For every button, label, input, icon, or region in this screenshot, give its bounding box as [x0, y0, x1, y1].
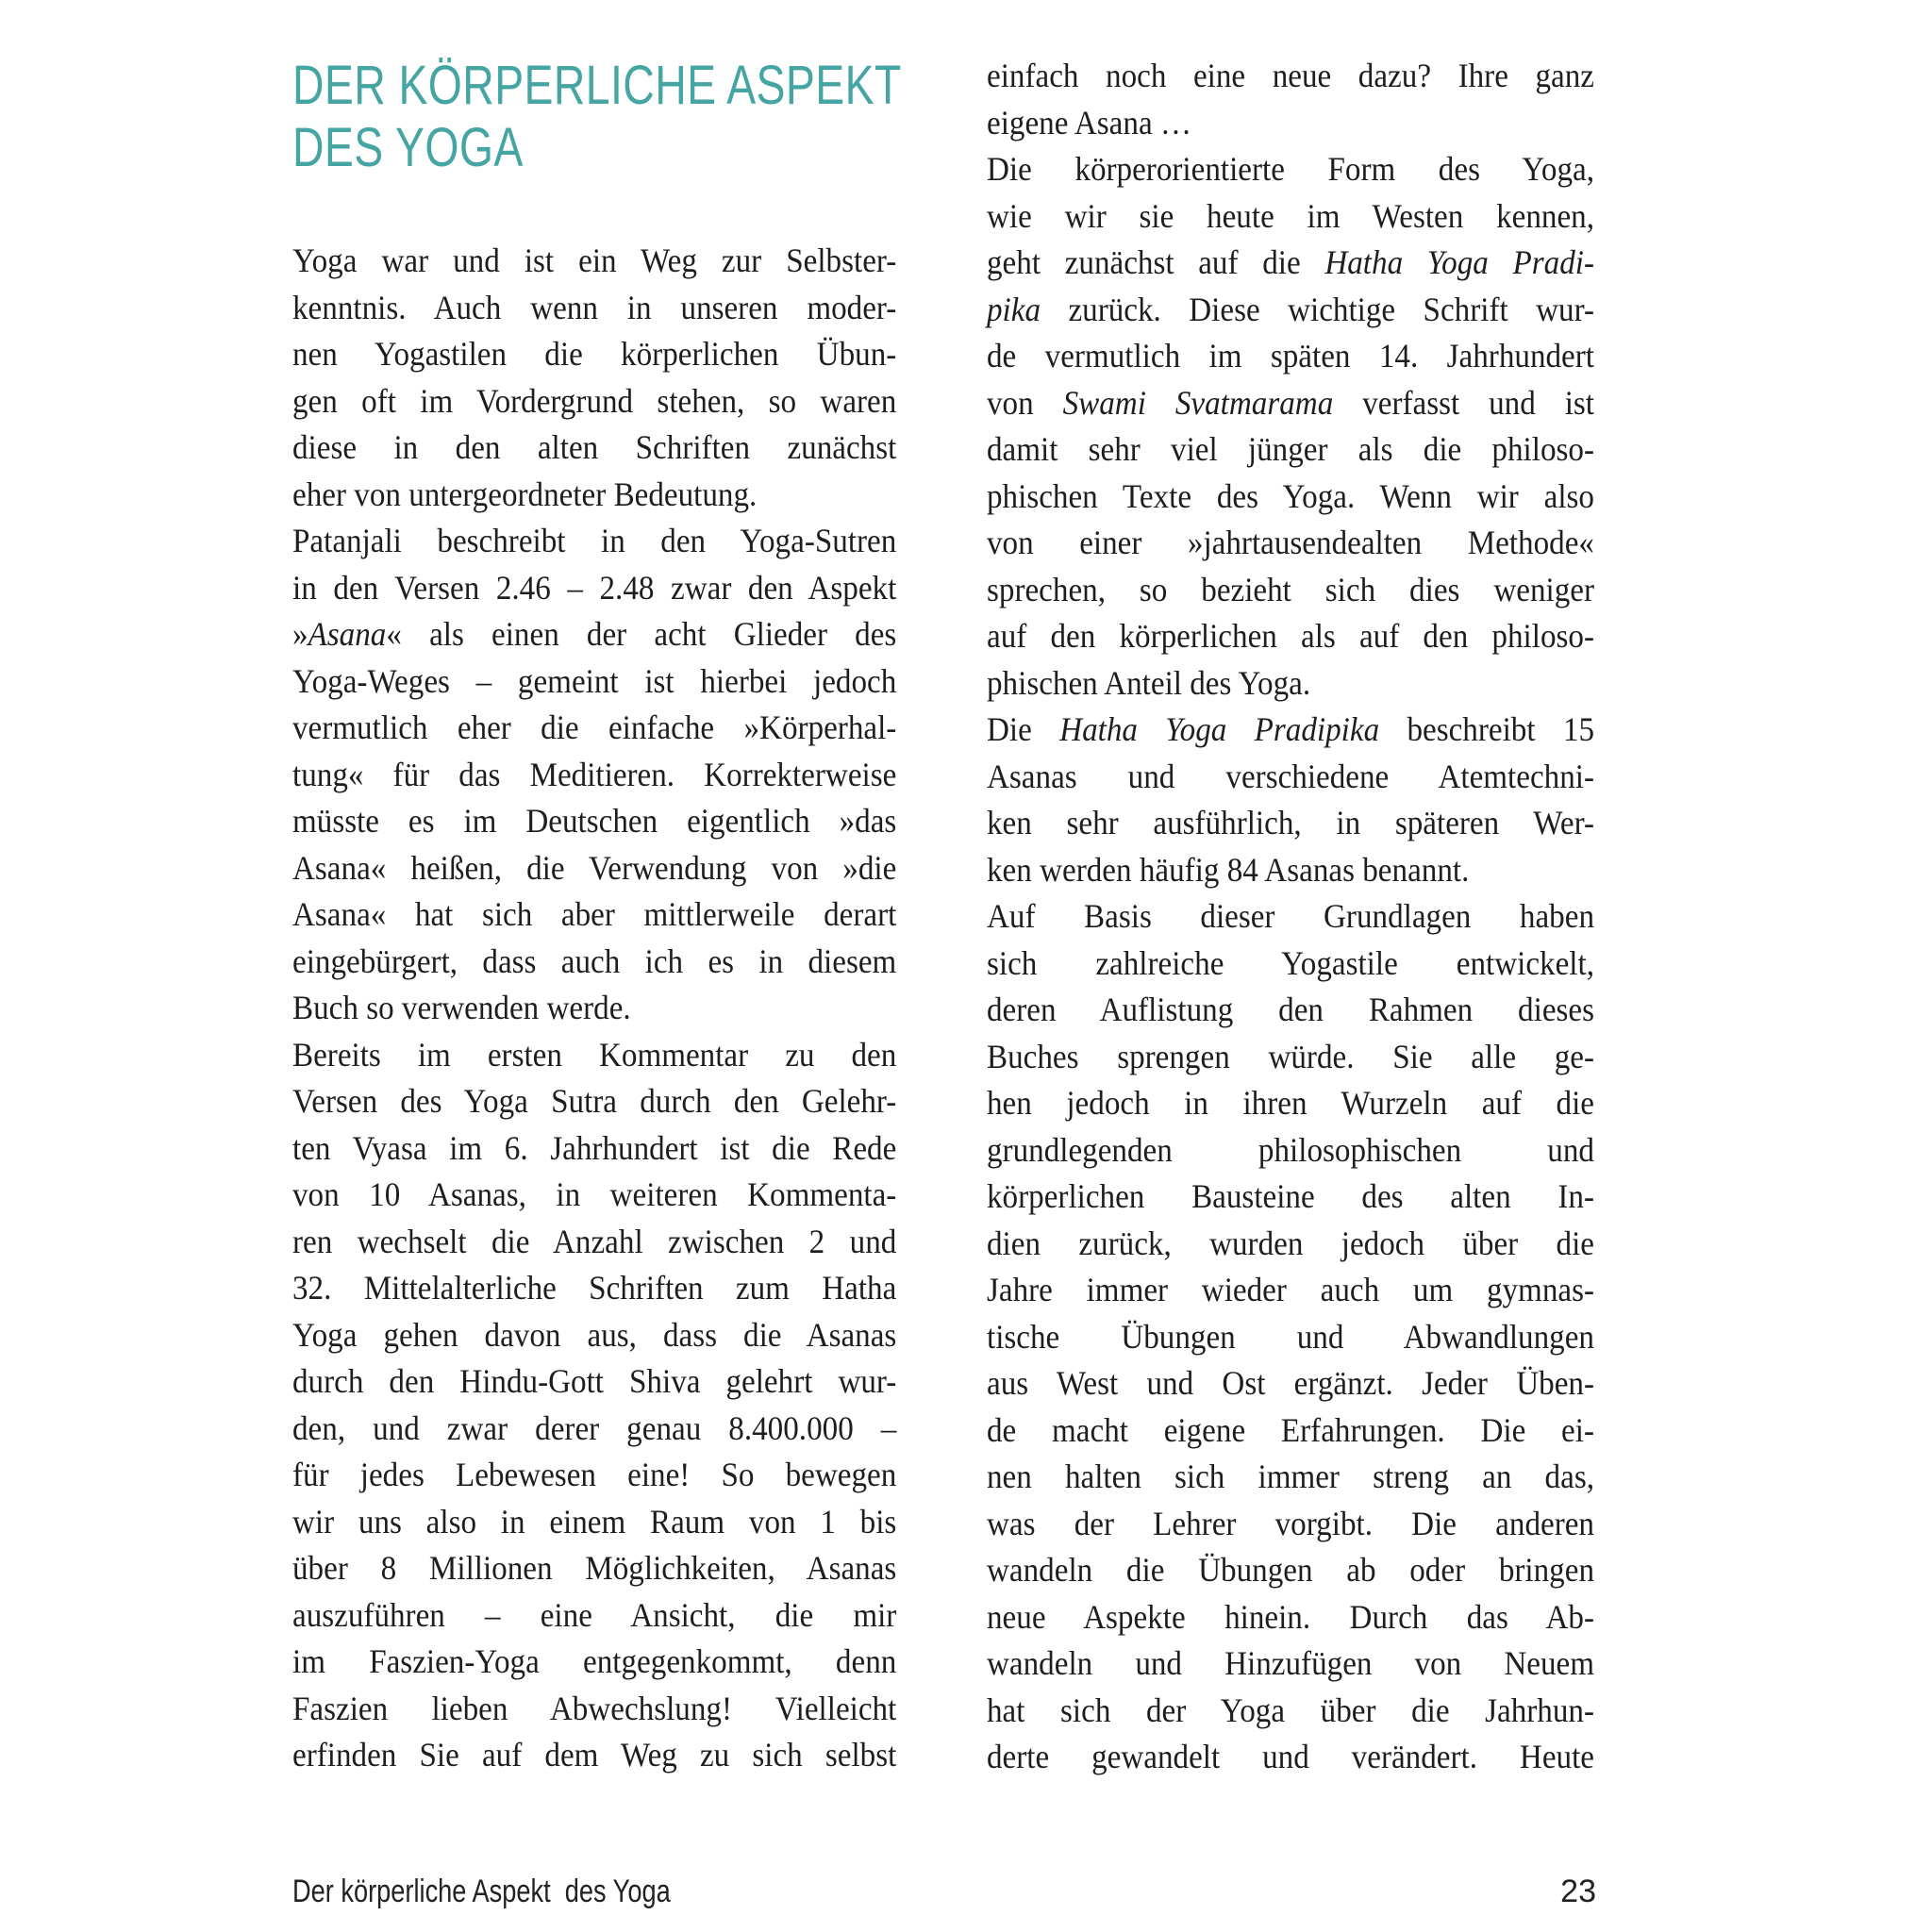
text-line: ken sehr ausführlich, in späteren Wer- — [987, 804, 1594, 841]
text-line: Die Hatha Yoga Pradipika beschreibt 15 — [987, 710, 1594, 748]
text-line: erfinden Sie auf dem Weg zu sich selbst — [292, 1736, 897, 1774]
chapter-heading-line-2: DES YOGA — [292, 117, 524, 178]
text-line: geht zunächst auf die Hatha Yoga Pradi- — [987, 243, 1594, 281]
text-line: aus West und Ost ergänzt. Jeder Üben- — [987, 1364, 1594, 1402]
text-line: körperlichen Bausteine des alten In- — [987, 1177, 1594, 1215]
chapter-heading-line-1: DER KÖRPERLICHE ASPEKT — [292, 55, 902, 116]
text-line: für jedes Lebewesen eine! So bewegen — [292, 1456, 897, 1493]
text-line: Versen des Yoga Sutra durch den Gelehr- — [292, 1082, 897, 1120]
text-line: sich zahlreiche Yogastile entwickelt, — [987, 943, 1594, 982]
text-line: diese in den alten Schriften zunächst — [292, 428, 897, 466]
text-line: von Swami Svatmarama verfasst und ist — [987, 383, 1595, 422]
text-line: was der Lehrer vorgibt. Die anderen — [987, 1504, 1594, 1542]
text-line: Faszien lieben Abwechslung! Vielleicht — [292, 1689, 897, 1727]
text-line: ren wechselt die Anzahl zwischen 2 und — [292, 1222, 897, 1260]
text-line: Auf Basis dieser Grundlagen haben — [987, 897, 1594, 935]
text-line: dien zurück, wurden jedoch über die — [987, 1224, 1594, 1262]
text-line: phischen Anteil des Yoga. — [987, 663, 1311, 702]
text-line: phischen Texte des Yoga. Wenn wir also — [987, 476, 1594, 515]
text-line: einfach noch eine neue dazu? Ihre ganz — [987, 57, 1594, 94]
text-line: vermutlich eher die einfache »Körperhal- — [292, 708, 897, 746]
text-line: 32. Mittelalterliche Schriften zum Hatha — [292, 1269, 897, 1307]
text-line: wir uns also in einem Raum von 1 bis — [292, 1502, 897, 1541]
text-line: Buches sprengen würde. Sie alle ge- — [987, 1037, 1594, 1075]
chapter-heading — [292, 55, 902, 179]
text-line: Yoga gehen davon aus, dass die Asanas — [292, 1315, 897, 1354]
text-line: Bereits im ersten Kommentar zu den — [292, 1035, 897, 1074]
right-column — [987, 53, 1594, 1781]
text-line: tung« für das Meditieren. Korrekterweise — [292, 755, 897, 793]
text-line: wandeln die Übungen ab oder bringen — [987, 1551, 1594, 1589]
text-line: neue Aspekte hinein. Durch das Ab- — [987, 1597, 1594, 1636]
text-line: Yoga-Weges – gemeint ist hierbei jedoch — [292, 661, 897, 700]
footer-chapter-title: Der körperliche Aspekt des Yoga — [292, 1874, 671, 1909]
text-line: Patanjali beschreibt in den Yoga-Sutren — [292, 522, 897, 559]
text-line: derte gewandelt und verändert. Heute — [987, 1738, 1594, 1775]
footer-page-number: 23 — [1560, 1874, 1596, 1909]
text-line: deren Auflistung den Rahmen dieses — [987, 991, 1594, 1028]
text-line: »Asana« als einen der acht Glieder des — [292, 615, 897, 653]
text-line: von 10 Asanas, in weiteren Kommenta- — [292, 1175, 897, 1213]
text-line: auf den körperlichen als auf den philoso- — [987, 617, 1594, 655]
text-line: de macht eigene Erfahrungen. Die ei- — [987, 1410, 1594, 1449]
text-line: Asana« heißen, die Verwendung von »die — [292, 848, 897, 887]
text-line: Jahre immer wieder auch um gymnas- — [987, 1271, 1594, 1308]
text-line: auszuführen – eine Ansicht, die mir — [292, 1595, 897, 1634]
text-line: damit sehr viel jünger als die philoso- — [987, 430, 1594, 468]
text-line: im Faszien-Yoga entgegenkommt, denn — [292, 1642, 897, 1680]
text-line: Yoga war und ist ein Weg zur Selbster- — [292, 242, 897, 279]
text-line: in den Versen 2.46 – 2.48 zwar den Aspekt — [292, 568, 897, 607]
text-line: sprechen, so bezieht sich dies weniger — [987, 570, 1594, 608]
text-line: gen oft im Vordergrund stehen, so waren — [292, 381, 897, 420]
text-line: wie wir sie heute im Westen kennen, — [987, 196, 1594, 235]
text-line: durch den Hindu-Gott Shiva gelehrt wur- — [292, 1362, 897, 1400]
text-line: den, und zwar derer genau 8.400.000 – — [292, 1408, 897, 1447]
left-column — [292, 238, 896, 1779]
text-line: eher von untergeordneter Bedeutung. — [292, 475, 758, 513]
text-line: nen Yogastilen die körperlichen Übun- — [292, 335, 897, 373]
text-line: kenntnis. Auch wenn in unseren moder- — [292, 288, 897, 326]
text-line: müsste es im Deutschen eigentlich »das — [292, 802, 897, 840]
text-line: über 8 Millionen Möglichkeiten, Asanas — [292, 1549, 897, 1587]
text-line: hen jedoch in ihren Wurzeln auf die — [987, 1084, 1594, 1122]
text-line: wandeln und Hinzufügen von Neuem — [987, 1644, 1594, 1682]
text-line: pika zurück. Diese wichtige Schrift wur- — [987, 290, 1594, 328]
text-line: ken werden häufig 84 Asanas benannt. — [987, 850, 1470, 889]
text-line: Asanas und verschiedene Atemtechni- — [987, 757, 1594, 795]
text-line: eingebürgert, dass auch ich es in diesem — [292, 941, 897, 980]
text-line: de vermutlich im späten 14. Jahrhundert — [987, 337, 1594, 375]
text-line: Asana« hat sich aber mittlerweile derart — [292, 895, 897, 933]
text-line: Buch so verwenden werde. — [292, 989, 631, 1026]
text-line: ten Vyasa im 6. Jahrhundert ist die Rede — [292, 1128, 897, 1167]
text-line: grundlegenden philosophischen und — [987, 1130, 1594, 1169]
text-line: nen halten sich immer streng an das, — [987, 1457, 1594, 1495]
text-line: eigene Asana … — [987, 103, 1192, 142]
text-line: Die körperorientierte Form des Yoga, — [987, 150, 1594, 188]
text-line: von einer »jahrtausendealten Methode« — [987, 524, 1594, 561]
text-line: tische Übungen und Abwandlungen — [987, 1317, 1594, 1356]
text-line: hat sich der Yoga über die Jahrhun- — [987, 1690, 1594, 1729]
